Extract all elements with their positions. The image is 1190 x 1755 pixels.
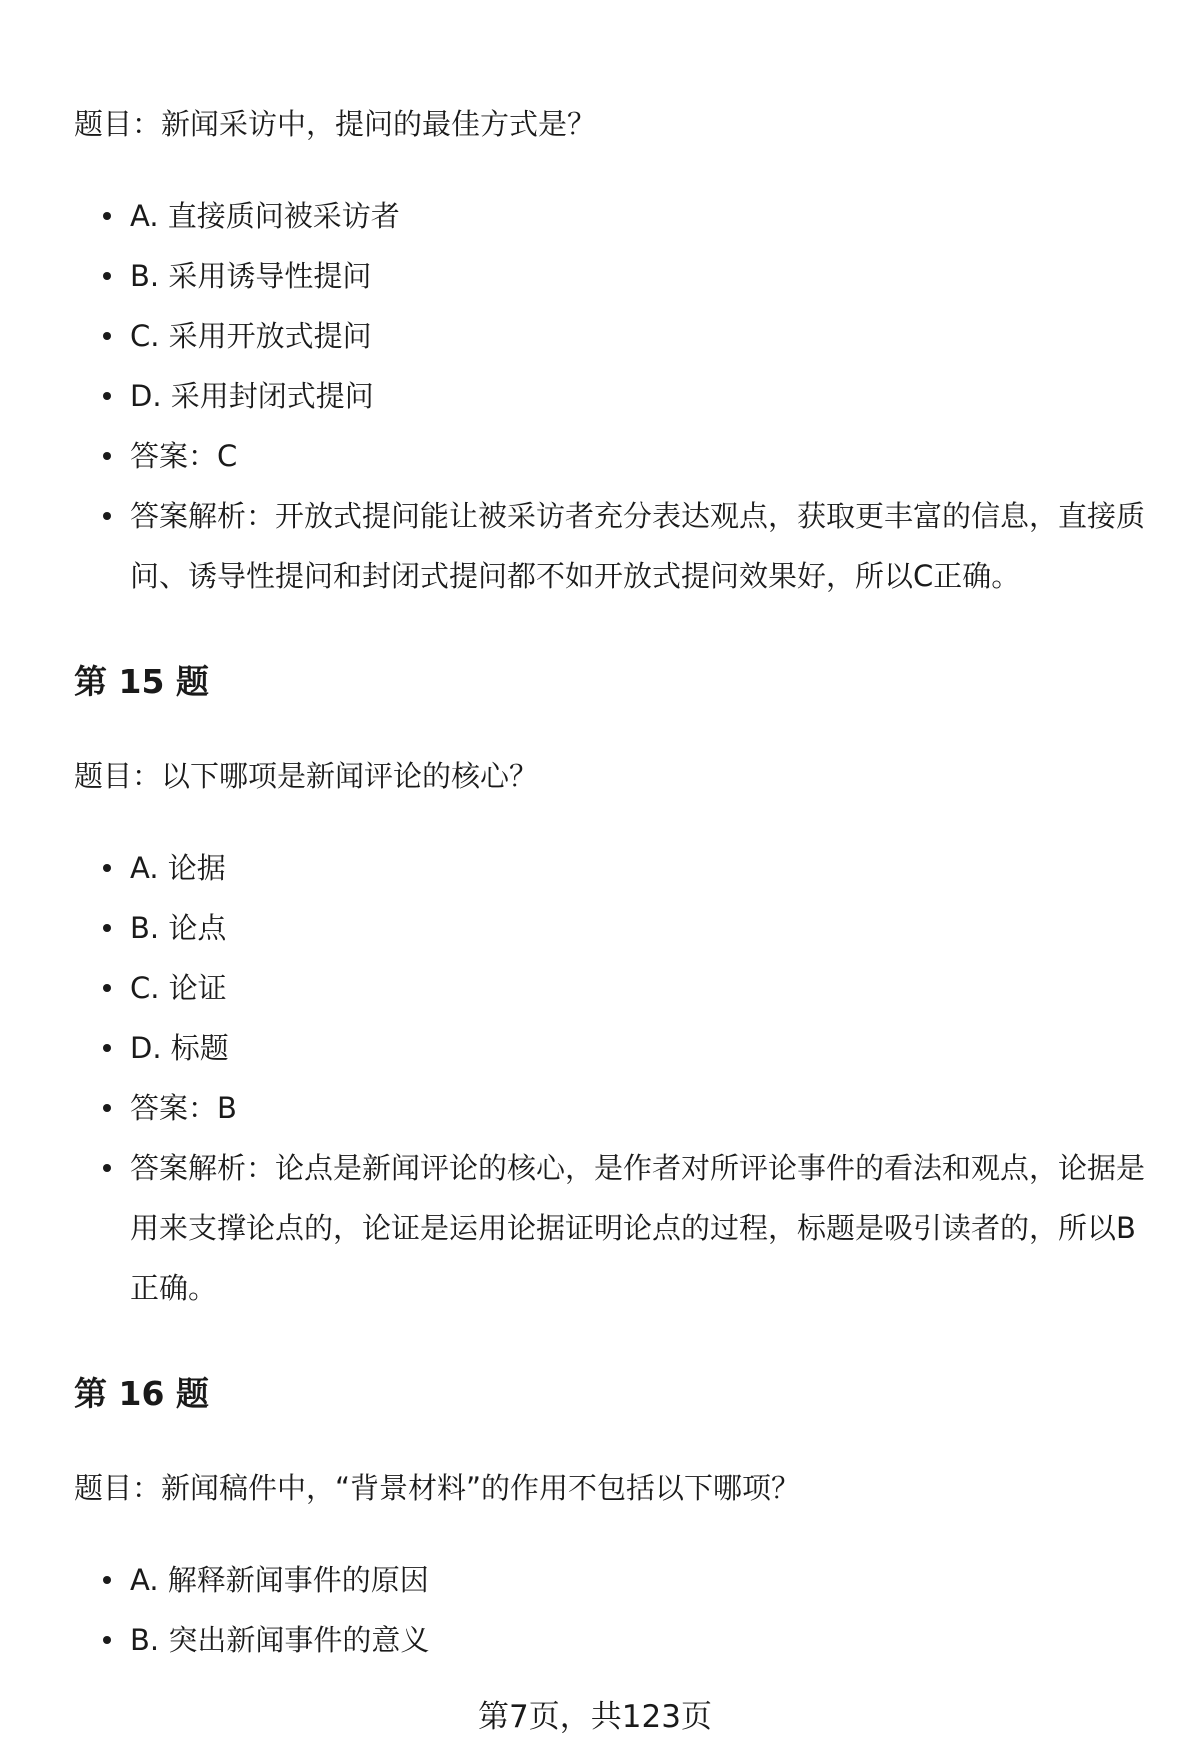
option-a: A. 解释新闻事件的原因 bbox=[0, 1550, 1190, 1610]
question-heading: 第 16 题 bbox=[74, 1374, 209, 1413]
question-text: 题目：以下哪项是新闻评论的核心？ bbox=[74, 759, 539, 793]
option-b: B. 论点 bbox=[0, 898, 1190, 958]
answer-explanation: 答案解析：开放式提问能让被采访者充分表达观点，获取更丰富的信息，直接质问、诱导性提问和封闭式提问都不如开放式提问效果好，所以C正确。 bbox=[0, 486, 1190, 606]
option-d: D. 采用封闭式提问 bbox=[0, 366, 1190, 426]
answer-explanation: 答案解析：论点是新闻评论的核心，是作者对所评论事件的看法和观点，论据是用来支撑论点的，论证是运用论据证明论点的过程，标题是吸引读者的，所以B正确。 bbox=[0, 1138, 1190, 1318]
option-a: A. 论据 bbox=[0, 838, 1190, 898]
option-b: B. 突出新闻事件的意义 bbox=[0, 1610, 1190, 1670]
options-list bbox=[0, 1550, 1190, 1670]
options-list bbox=[0, 838, 1190, 1318]
option-c: C. 采用开放式提问 bbox=[0, 306, 1190, 366]
options-list bbox=[0, 186, 1190, 606]
question-text: 题目：新闻采访中，提问的最佳方式是？ bbox=[74, 107, 597, 141]
question-heading: 第 15 题 bbox=[74, 662, 209, 701]
question-text: 题目：新闻稿件中，“背景材料”的作用不包括以下哪项？ bbox=[74, 1471, 801, 1505]
option-a: A. 直接质问被采访者 bbox=[0, 186, 1190, 246]
option-d: D. 标题 bbox=[0, 1018, 1190, 1078]
option-b: B. 采用诱导性提问 bbox=[0, 246, 1190, 306]
answer: 答案：B bbox=[0, 1078, 1190, 1138]
answer: 答案：C bbox=[0, 426, 1190, 486]
option-c: C. 论证 bbox=[0, 958, 1190, 1018]
page-number: 第7页，共123页 bbox=[478, 1699, 712, 1735]
